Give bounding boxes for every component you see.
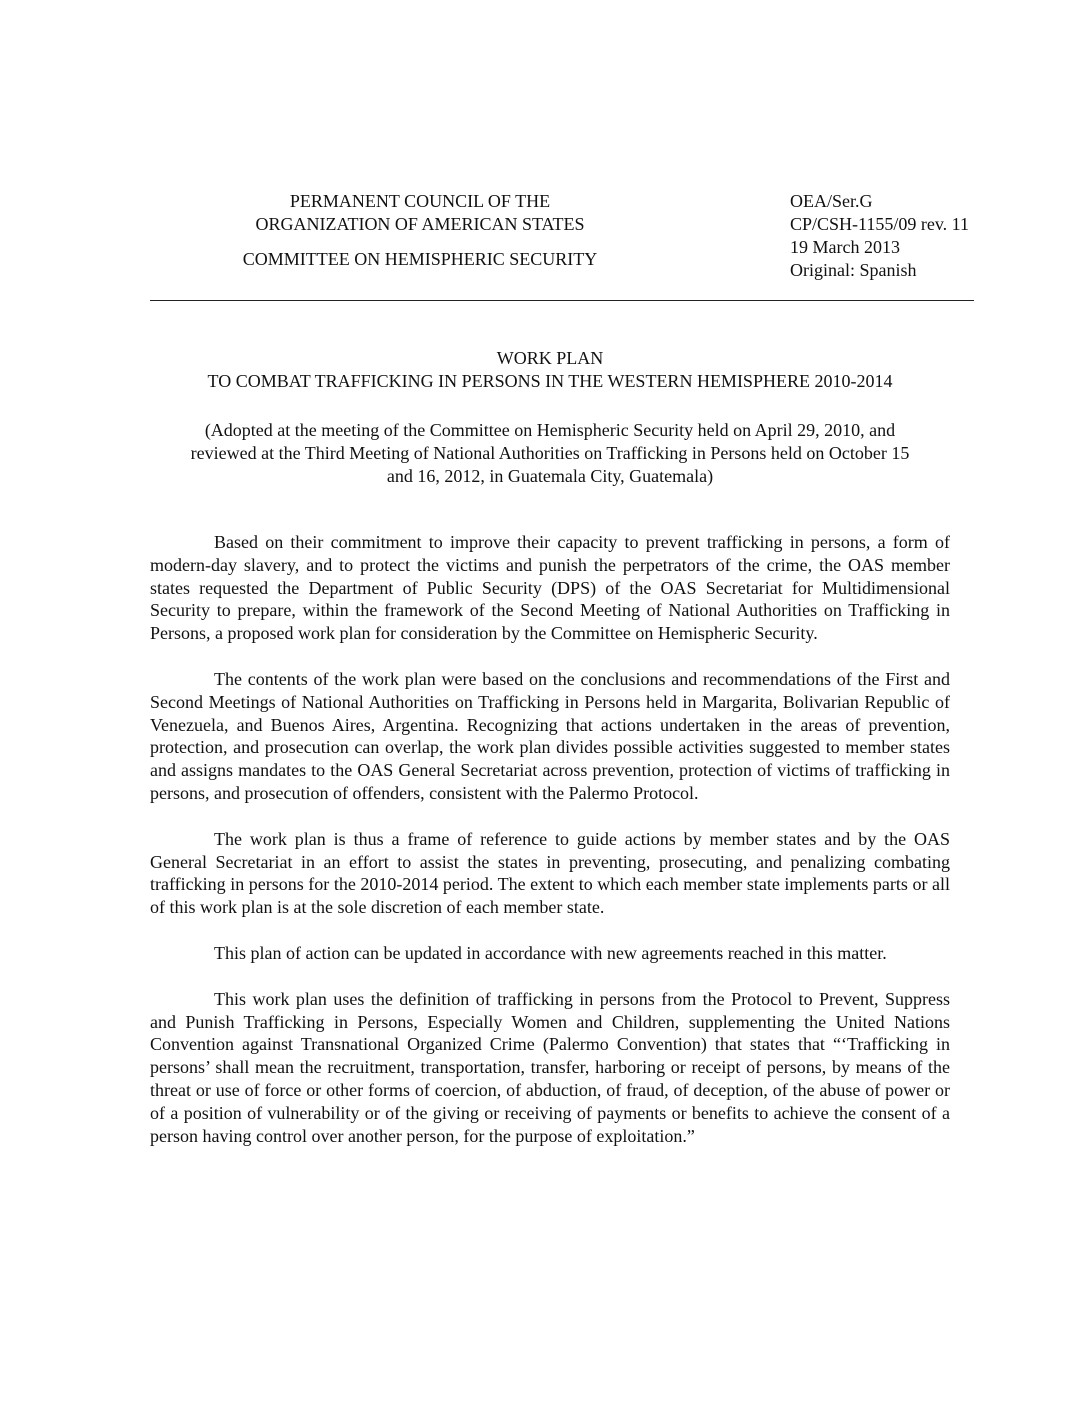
body-paragraph: This plan of action can be updated in accordance with new agreements reached in this matter. xyxy=(214,942,887,963)
adoption-line1: (Adopted at the meeting of the Committee on Hemispheric Security held on April 29, 2010, and xyxy=(204,420,896,440)
council-header xyxy=(218,190,622,271)
document-body xyxy=(150,531,950,1170)
committee-name: COMMITTEE ON HEMISPHERIC SECURITY xyxy=(242,249,598,269)
adoption-note xyxy=(140,419,960,488)
adoption-line3: and 16, 2012, in Guatemala City, Guatemala) xyxy=(386,466,714,486)
council-name-line2: ORGANIZATION OF AMERICAN STATES xyxy=(255,214,585,234)
body-paragraph: Based on their commitment to improve their capacity to prevent trafficking in persons, a form of modern-day slavery, and to protect the victims and punish the perpetrators of the crime, the OAS member states requested the Department of Public Security (DPS) of the OAS Secretariat for Multidimensional Security to prepare, within the framework of the Second Meeting of National Authorities on Trafficking in Persons, a proposed work plan for consideration by the Committee on Hemispheric Security. xyxy=(150,532,950,644)
document-date: 19 March 2013 xyxy=(790,237,900,257)
title-line1: WORK PLAN xyxy=(496,348,604,368)
body-paragraph: This work plan uses the definition of trafficking in persons from the Protocol to Prevent, Suppress and Punish Trafficking in Persons, Especially Women and Children, supplementing the United Nations Convention against Transnational Organized Crime (Palermo Convention) that states that “‘Trafficking in persons’ shall mean the recruitment, transportation, transfer, harboring or receipt of persons, by means of the threat or use of force or other forms of coercion, of abduction, of fraud, of deception, of the abuse of power or of a position of vulnerability or of the giving or receiving of payments or benefits to achieve the consent of a person having control over another person, for the purpose of exploitation.” xyxy=(150,988,950,1146)
document-title xyxy=(100,347,1000,393)
header-divider xyxy=(150,300,974,301)
document-reference xyxy=(790,190,1020,282)
series-code: OEA/Ser.G xyxy=(790,191,873,211)
adoption-line2: reviewed at the Third Meeting of National Authorities on Trafficking in Persons held on October 15 xyxy=(190,443,910,463)
body-paragraph: The contents of the work plan were based on the conclusions and recommendations of the First and Second Meetings of National Authorities on Trafficking in Persons held in Margarita, Bolivarian Republic of Venezuela, and Buenos Aires, Argentina. Recognizing that actions undertaken in the areas of prevention, protection, and prosecution can overlap, the work plan divides possible activities suggested to member states and assigns mandates to the OAS General Secretariat across prevention, protection of victims of trafficking in persons, and prosecution of offenders, consistent with the Palermo Protocol. xyxy=(150,668,950,803)
document-number: CP/CSH-1155/09 rev. 11 xyxy=(790,214,970,234)
council-name-line1: PERMANENT COUNCIL OF THE xyxy=(289,191,551,211)
title-line2: TO COMBAT TRAFFICKING IN PERSONS IN THE WESTERN HEMISPHERE 2010-2014 xyxy=(207,371,893,391)
body-paragraph: The work plan is thus a frame of reference to guide actions by member states and by the OAS General Secretariat in an effort to assist the states in preventing, prosecuting, and penalizing combating trafficking in persons for the 2010-2014 period. The extent to which each member state implements parts or all of this work plan is at the sole discretion of each member state. xyxy=(150,828,950,918)
original-language: Original: Spanish xyxy=(790,260,917,280)
